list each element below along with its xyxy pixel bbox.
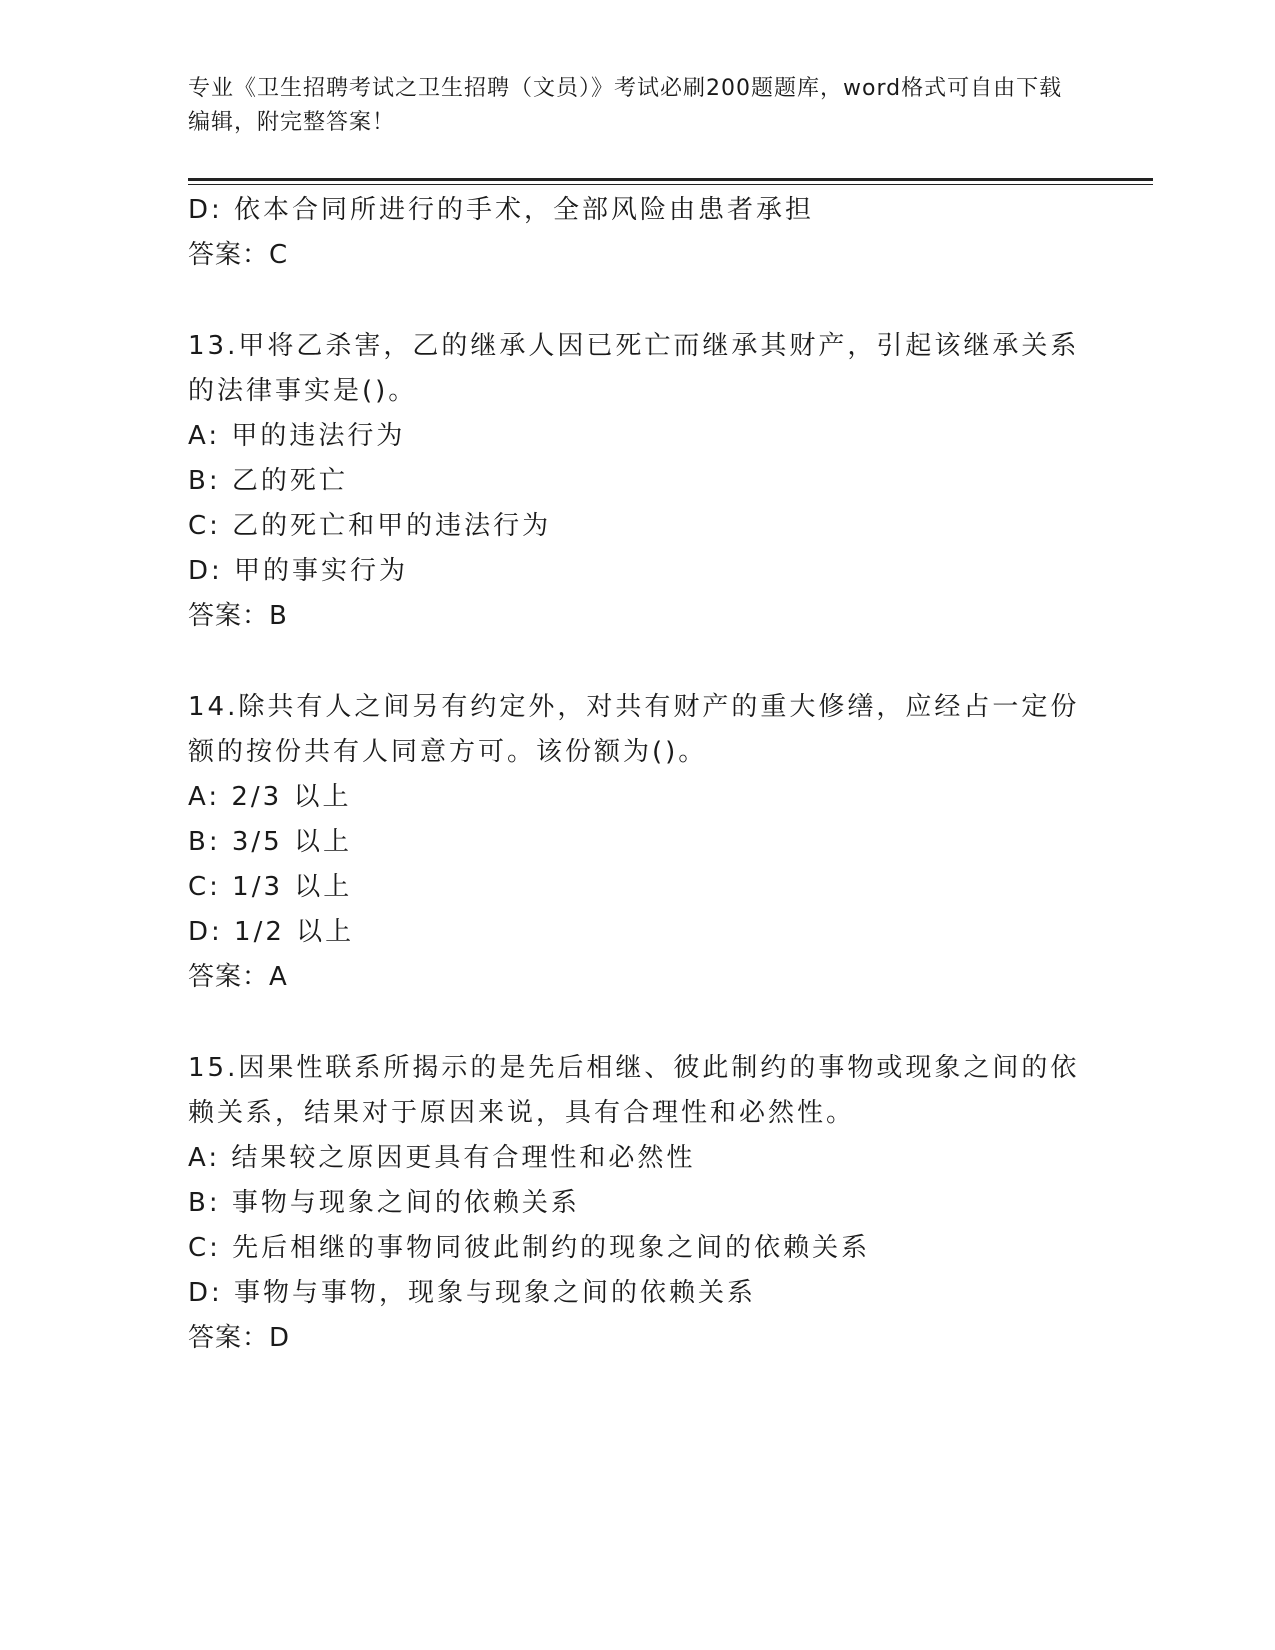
answer-label: 答案：: [188, 601, 270, 631]
answer-value: C: [269, 240, 289, 270]
header-divider: [188, 178, 1153, 181]
option-line: B: 乙的死亡: [188, 466, 348, 496]
option-line: B: 3/5 以上: [188, 827, 352, 857]
option-line: A: 甲的违法行为: [188, 421, 406, 451]
answer-line: [188, 955, 1088, 1000]
option-line: A: 结果较之原因更具有合理性和必然性: [188, 1143, 696, 1173]
option-line: D: 甲的事实行为: [188, 556, 409, 586]
option-line: C: 乙的死亡和甲的违法行为: [188, 511, 552, 541]
answer-value: A: [269, 962, 288, 992]
header-divider-thin: [188, 184, 1153, 185]
answer-value: D: [269, 1323, 291, 1353]
answer-label: 答案：: [188, 962, 270, 992]
answer-label: 答案：: [188, 240, 270, 270]
question-stem: 14.除共有人之间另有约定外，对共有财产的重大修缮，应经占一定份额的按份共有人同意方可。该份额为()。: [188, 692, 1080, 767]
question-stem: 15.因果性联系所揭示的是先后相继、彼此制约的事物或现象之间的依赖关系，结果对于原因来说，具有合理性和必然性。: [188, 1053, 1080, 1128]
option-line: C: 1/3 以上: [188, 872, 353, 902]
question-14: [188, 685, 1088, 1000]
option-line: D: 1/2 以上: [188, 917, 355, 947]
option-line: A: 2/3 以上: [188, 782, 352, 812]
option-line: B: 事物与现象之间的依赖关系: [188, 1188, 580, 1218]
question-stem: 13.甲将乙杀害，乙的继承人因已死亡而继承其财产，引起该继承关系的法律事实是()。: [188, 331, 1080, 406]
answer-line: [188, 1316, 1088, 1361]
option-line: D: 事物与事物，现象与现象之间的依赖关系: [188, 1278, 757, 1308]
document-header: 专业《卫生招聘考试之卫生招聘（文员）》考试必刷200题题库，word格式可自由下载编辑，附完整答案！: [188, 76, 1063, 135]
document-body: [188, 188, 1088, 1361]
answer-line: [188, 594, 1088, 639]
option-line: C: 先后相继的事物同彼此制约的现象之间的依赖关系: [188, 1233, 871, 1263]
question-15: [188, 1046, 1088, 1361]
answer-value: B: [269, 601, 288, 631]
answer-label: 答案：: [188, 1323, 270, 1353]
option-line: D: 依本合同所进行的手术，全部风险由患者承担: [188, 195, 815, 225]
question-13: [188, 324, 1088, 639]
answer-line: [188, 233, 1088, 278]
